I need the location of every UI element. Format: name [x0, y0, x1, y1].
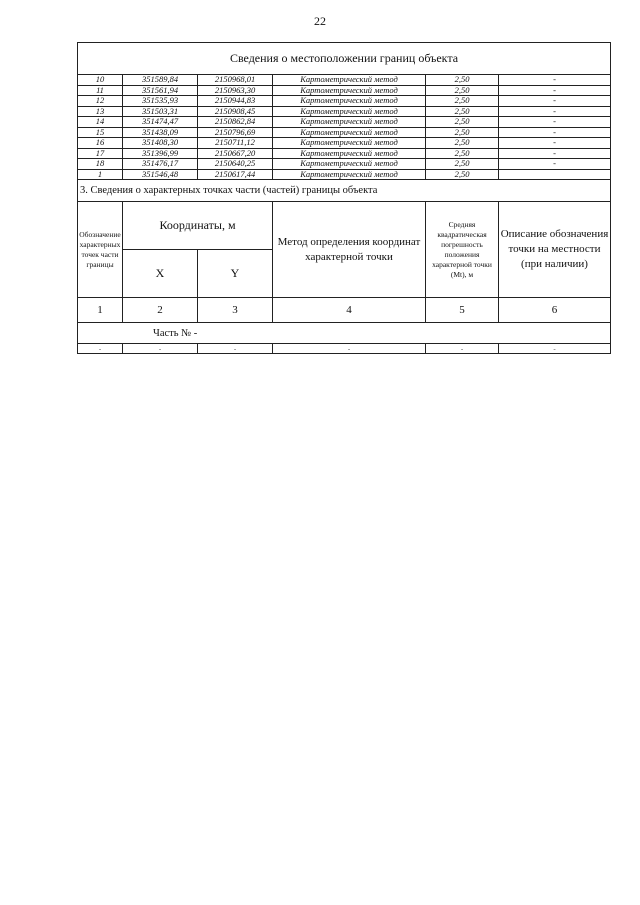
accuracy-cell: 2,50 — [426, 96, 499, 107]
y-cell: 2150968,01 — [198, 75, 273, 86]
accuracy-cell: 2,50 — [426, 106, 499, 117]
y-cell: 2150667,20 — [198, 148, 273, 159]
accuracy-cell: 2,50 — [426, 75, 499, 86]
point-cell: 18 — [78, 159, 123, 170]
table-row — [78, 127, 611, 138]
x-cell: 351589,84 — [123, 75, 198, 86]
point-cell: 11 — [78, 85, 123, 96]
accuracy-cell: 2,50 — [426, 138, 499, 149]
method-cell: Картометрический метод — [273, 159, 426, 170]
column-number: 3 — [198, 298, 273, 323]
header-y: Y — [198, 250, 273, 298]
method-cell: Картометрический метод — [273, 96, 426, 107]
method-cell: Картометрический метод — [273, 106, 426, 117]
method-cell: Картометрический метод — [273, 85, 426, 96]
method-cell: Картометрический метод — [273, 117, 426, 128]
accuracy-cell: 2,50 — [426, 159, 499, 170]
table-row — [78, 169, 611, 180]
x-cell: 351535,93 — [123, 96, 198, 107]
column-numbers-row — [78, 298, 611, 323]
header-description: Описание обозначения точки на местности (при наличии) — [499, 202, 611, 298]
y-cell: 2150944,83 — [198, 96, 273, 107]
method-cell: Картометрический метод — [273, 138, 426, 149]
table-row — [78, 159, 611, 170]
column-number: 4 — [273, 298, 426, 323]
desc-cell — [499, 169, 611, 180]
desc-cell: - — [499, 96, 611, 107]
accuracy-cell: 2,50 — [426, 127, 499, 138]
column-number: 1 — [78, 298, 123, 323]
column-number: 2 — [123, 298, 198, 323]
point-cell: 13 — [78, 106, 123, 117]
column-number: 6 — [499, 298, 611, 323]
x-cell: 351474,47 — [123, 117, 198, 128]
method-cell: Картометрический метод — [273, 127, 426, 138]
empty-cell: - — [499, 344, 611, 354]
point-cell: 17 — [78, 148, 123, 159]
desc-cell: - — [499, 75, 611, 86]
y-cell: 2150617,44 — [198, 169, 273, 180]
method-cell: Картометрический метод — [273, 75, 426, 86]
table-row — [78, 117, 611, 128]
desc-cell: - — [499, 148, 611, 159]
header-coordinates: Координаты, м — [123, 202, 273, 250]
table-title: Сведения о местоположении границ объекта — [78, 43, 611, 75]
accuracy-cell: 2,50 — [426, 85, 499, 96]
header-method: Метод определения координат характерной точки — [273, 202, 426, 298]
table-row — [78, 75, 611, 86]
point-cell: 15 — [78, 127, 123, 138]
point-cell: 14 — [78, 117, 123, 128]
table-row — [78, 96, 611, 107]
point-cell: 1 — [78, 169, 123, 180]
empty-cell: - — [78, 344, 123, 354]
x-cell: 351476,17 — [123, 159, 198, 170]
y-cell: 2150963,30 — [198, 85, 273, 96]
table-row — [78, 344, 611, 354]
method-cell: Картометрический метод — [273, 148, 426, 159]
empty-cell: - — [426, 344, 499, 354]
point-cell: 10 — [78, 75, 123, 86]
point-cell: 16 — [78, 138, 123, 149]
accuracy-cell: 2,50 — [426, 169, 499, 180]
x-cell: 351408,30 — [123, 138, 198, 149]
empty-cell: - — [198, 344, 273, 354]
point-cell: 12 — [78, 96, 123, 107]
y-cell: 2150908,45 — [198, 106, 273, 117]
header-designation: Обозначение характерных точек части границы — [78, 202, 123, 298]
page-number: 22 — [314, 14, 326, 28]
header-x: X — [123, 250, 198, 298]
method-cell: Картометрический метод — [273, 169, 426, 180]
column-number: 5 — [426, 298, 499, 323]
table-row — [78, 85, 611, 96]
x-cell: 351396,99 — [123, 148, 198, 159]
y-cell: 2150711,12 — [198, 138, 273, 149]
desc-cell: - — [499, 106, 611, 117]
header-accuracy: Средняя квадратическая погрешность положения характерной точки (Mt), м — [426, 202, 499, 298]
desc-cell: - — [499, 117, 611, 128]
boundary-table — [77, 42, 611, 354]
x-cell: 351503,31 — [123, 106, 198, 117]
desc-cell: - — [499, 159, 611, 170]
section-title: 3. Сведения о характерных точках части (частей) границы объекта — [78, 180, 611, 202]
accuracy-cell: 2,50 — [426, 117, 499, 128]
y-cell: 2150862,84 — [198, 117, 273, 128]
part-label: Часть № - — [78, 323, 611, 344]
x-cell: 351546,48 — [123, 169, 198, 180]
x-cell: 351438,09 — [123, 127, 198, 138]
desc-cell: - — [499, 127, 611, 138]
table-row — [78, 148, 611, 159]
empty-cell: - — [273, 344, 426, 354]
empty-cell: - — [123, 344, 198, 354]
y-cell: 2150640,25 — [198, 159, 273, 170]
desc-cell: - — [499, 85, 611, 96]
table-row — [78, 106, 611, 117]
x-cell: 351561,94 — [123, 85, 198, 96]
accuracy-cell: 2,50 — [426, 148, 499, 159]
desc-cell: - — [499, 138, 611, 149]
y-cell: 2150796,69 — [198, 127, 273, 138]
table-row — [78, 138, 611, 149]
